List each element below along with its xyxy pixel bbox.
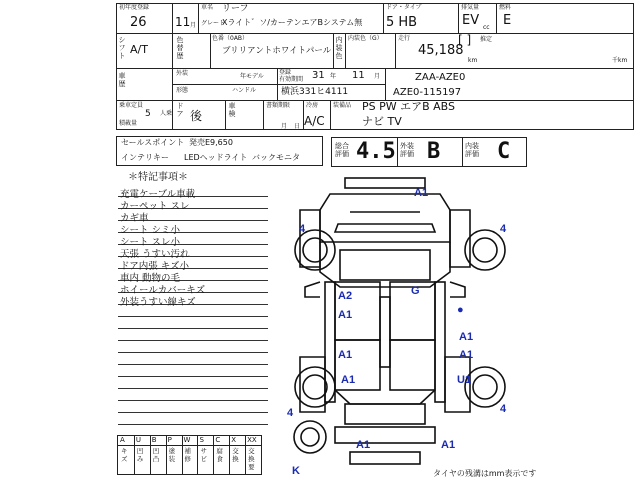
mark-dot: ● [457,304,464,316]
shift-label: シフト [118,36,126,60]
interior-score: C [497,139,511,164]
right-rear-door [390,340,435,390]
right-sill [435,282,445,402]
legend-meaning: サビ [200,447,207,463]
legend-meaning: 腐食 [216,447,223,463]
interior-score-label: 内装評価 [465,142,479,158]
load-label: 積載量 [119,120,138,127]
door-marks: 後 [190,109,203,123]
mark-k: K [292,465,300,477]
front-bumper [345,178,425,188]
mark-a1-rear-left: A1 [356,439,371,451]
car-diagram [280,172,520,478]
overall-score-label: 総合評価 [335,142,349,158]
note-item: ドア内張 キズ小 [120,261,190,272]
legend-code: X [231,436,237,444]
note-item: ホイールカバーキズ [120,285,206,296]
tire-depth-front-left: 4 [299,223,306,235]
sales-point-item2: インテリキー [121,153,169,162]
legend-code: C [215,436,221,444]
mark-a1-left-rear-door: A1 [338,349,353,361]
model-code: ZAA-AZE0 [415,72,466,83]
model-name-label: 車名 [201,4,214,11]
mark-u1: U1 [457,374,472,386]
ac: A/C [304,114,325,128]
legend-meaning: 交換要 [248,447,255,471]
thousand-km-unit: 千km [612,57,628,64]
sales-point-box [116,136,323,166]
exterior-score: B [427,139,441,164]
rear-hatch [345,404,425,424]
reg-month: 11 [352,70,365,81]
first-reg-label: 初年度登録 [119,4,150,11]
grade: Xライト゛ソ/カーテンエアBシステム無 [222,18,363,27]
note-item: 外装うすい線キズ [120,297,196,308]
interior-color-label: 内装色（G） [348,35,383,42]
tire-depth-rear-left: 4 [287,407,294,419]
legend-meaning: 凹み [136,447,144,463]
frame-number: AZE0-115197 [393,87,462,98]
inspection-vertical-label: 車検 [228,102,236,118]
roof [380,297,390,367]
note-item: 充電ケーブル車載 [120,189,196,200]
capacity-unit: 人乗 [160,110,173,117]
legend-code: XX [247,436,257,444]
body-type-label: ドア・タイプ [386,4,422,11]
inspection-label: 書類期限 [266,102,291,109]
estimate-label: 推定 [480,36,493,43]
rear-right-wheel [465,367,505,407]
registration-label: 登録 [279,69,292,76]
model-year-label: 年モデル [240,73,264,80]
capacity-label: 乗車定員 [119,102,144,109]
hood [320,194,450,242]
spare-wheel [294,421,326,453]
tire-depth-rear-right: 4 [500,403,507,415]
shape-label: 形態 [176,87,189,94]
mark-a1-front: A1 [414,187,429,199]
mileage-unit: km [468,57,478,64]
note-item: カーペット スレ [120,201,190,212]
displacement: EV [462,13,480,28]
fuel-label: 燃料 [499,4,512,11]
handle-label: ハンドル [232,87,257,94]
legend-code: A [120,436,125,444]
note-item: シート シミ小 [120,225,181,236]
body-color: ブリリアントホワイトパール [222,46,332,56]
estimate-bracket: [ ] [458,33,472,47]
sales-point-item4: バックモニタ [252,153,300,162]
legend-code: S [199,436,204,444]
inspection-day-unit: 日 [294,123,301,130]
mark-a1-right-rear-door: A1 [459,349,474,361]
legend-code: W [183,436,191,444]
legend-meaning: 塗装 [168,447,176,463]
legend-code: P [167,436,172,444]
equipment-line1: PS PW エアB ABS [362,100,456,113]
mark-a1-right-door: A1 [459,331,474,343]
month-unit: 月 [190,22,197,29]
plate-number: 横浜331ヒ4111 [281,87,349,97]
mark-a1-left-fender: A1 [341,374,356,386]
note-item: カギ車 [120,213,149,224]
ac-label: 冷房 [306,102,319,109]
fuel: E [503,13,512,28]
rear-bumper [335,427,435,443]
mark-a2: A2 [338,290,353,302]
sales-point-item3: LEDヘッドライト [184,153,248,162]
grade-label: グレード [201,20,226,27]
note-item: シート スレ小 [120,237,181,248]
model-name: リーフ [222,4,249,14]
shift: A/T [130,43,148,56]
equipment-label: 装備品 [333,102,352,109]
row3-label-a: 車歴 [118,72,126,88]
color-label: 色番（0AB） [212,35,249,42]
legend-meaning: 交換 [232,447,239,463]
notes-title: ＊特記事項＊ [128,172,188,183]
body-type: 5 HB [386,15,418,30]
expiry-label: 有効期間 [279,76,304,83]
front-right-wheel [465,230,505,270]
exterior-score-label: 外装評価 [400,142,414,158]
legend-meaning: 凹凸 [152,447,160,463]
rear-left-wheel [295,367,335,407]
mileage-label: 走行 [398,35,411,42]
legend-meaning: キズ [121,447,128,463]
mark-a1-rear-right: A1 [441,439,456,451]
sales-point-title: セールスポイント [121,138,185,147]
scores-box [331,137,527,167]
reg-year: 31 [312,70,325,81]
reg-year-unit: 年 [330,73,337,80]
mark-a1-left-door: A1 [338,309,353,321]
reg-month-unit: 月 [374,73,381,80]
door-vertical-label: ドア [176,102,184,118]
first-reg-year: 26 [130,15,147,30]
legend-code: U [135,436,141,444]
interior-vertical-label: 内装色 [335,36,343,60]
capacity: 5 [145,109,151,119]
tire-depth-front-right: 4 [500,223,507,235]
exterior-label: 外装 [176,70,189,77]
tire-note: タイヤの残溝はmm表示です [433,469,537,478]
color-vertical-label: 色替歴 [176,36,184,60]
note-item: 天張 うすい汚れ [120,249,190,260]
legend-code: B [151,436,157,444]
equipment-line2: ナビ TV [362,115,402,128]
legend-table [117,435,262,475]
sales-point-item1: 発売E9,650 [189,138,233,147]
legend-meaning: 補修 [184,447,192,463]
inspection-month-unit: 月 [281,123,288,130]
front-left-wheel [295,230,335,270]
displacement-label: 排気量 [461,4,480,11]
displacement-unit: cc [483,24,490,31]
mileage: 45,188 [418,43,464,58]
first-reg-month: 11 [175,15,191,29]
rear-bottom [350,452,420,464]
overall-score: 4.5 [356,139,396,164]
note-item: 車内 動物の毛 [120,273,181,284]
mark-g: G [411,285,420,297]
windshield [340,250,430,280]
